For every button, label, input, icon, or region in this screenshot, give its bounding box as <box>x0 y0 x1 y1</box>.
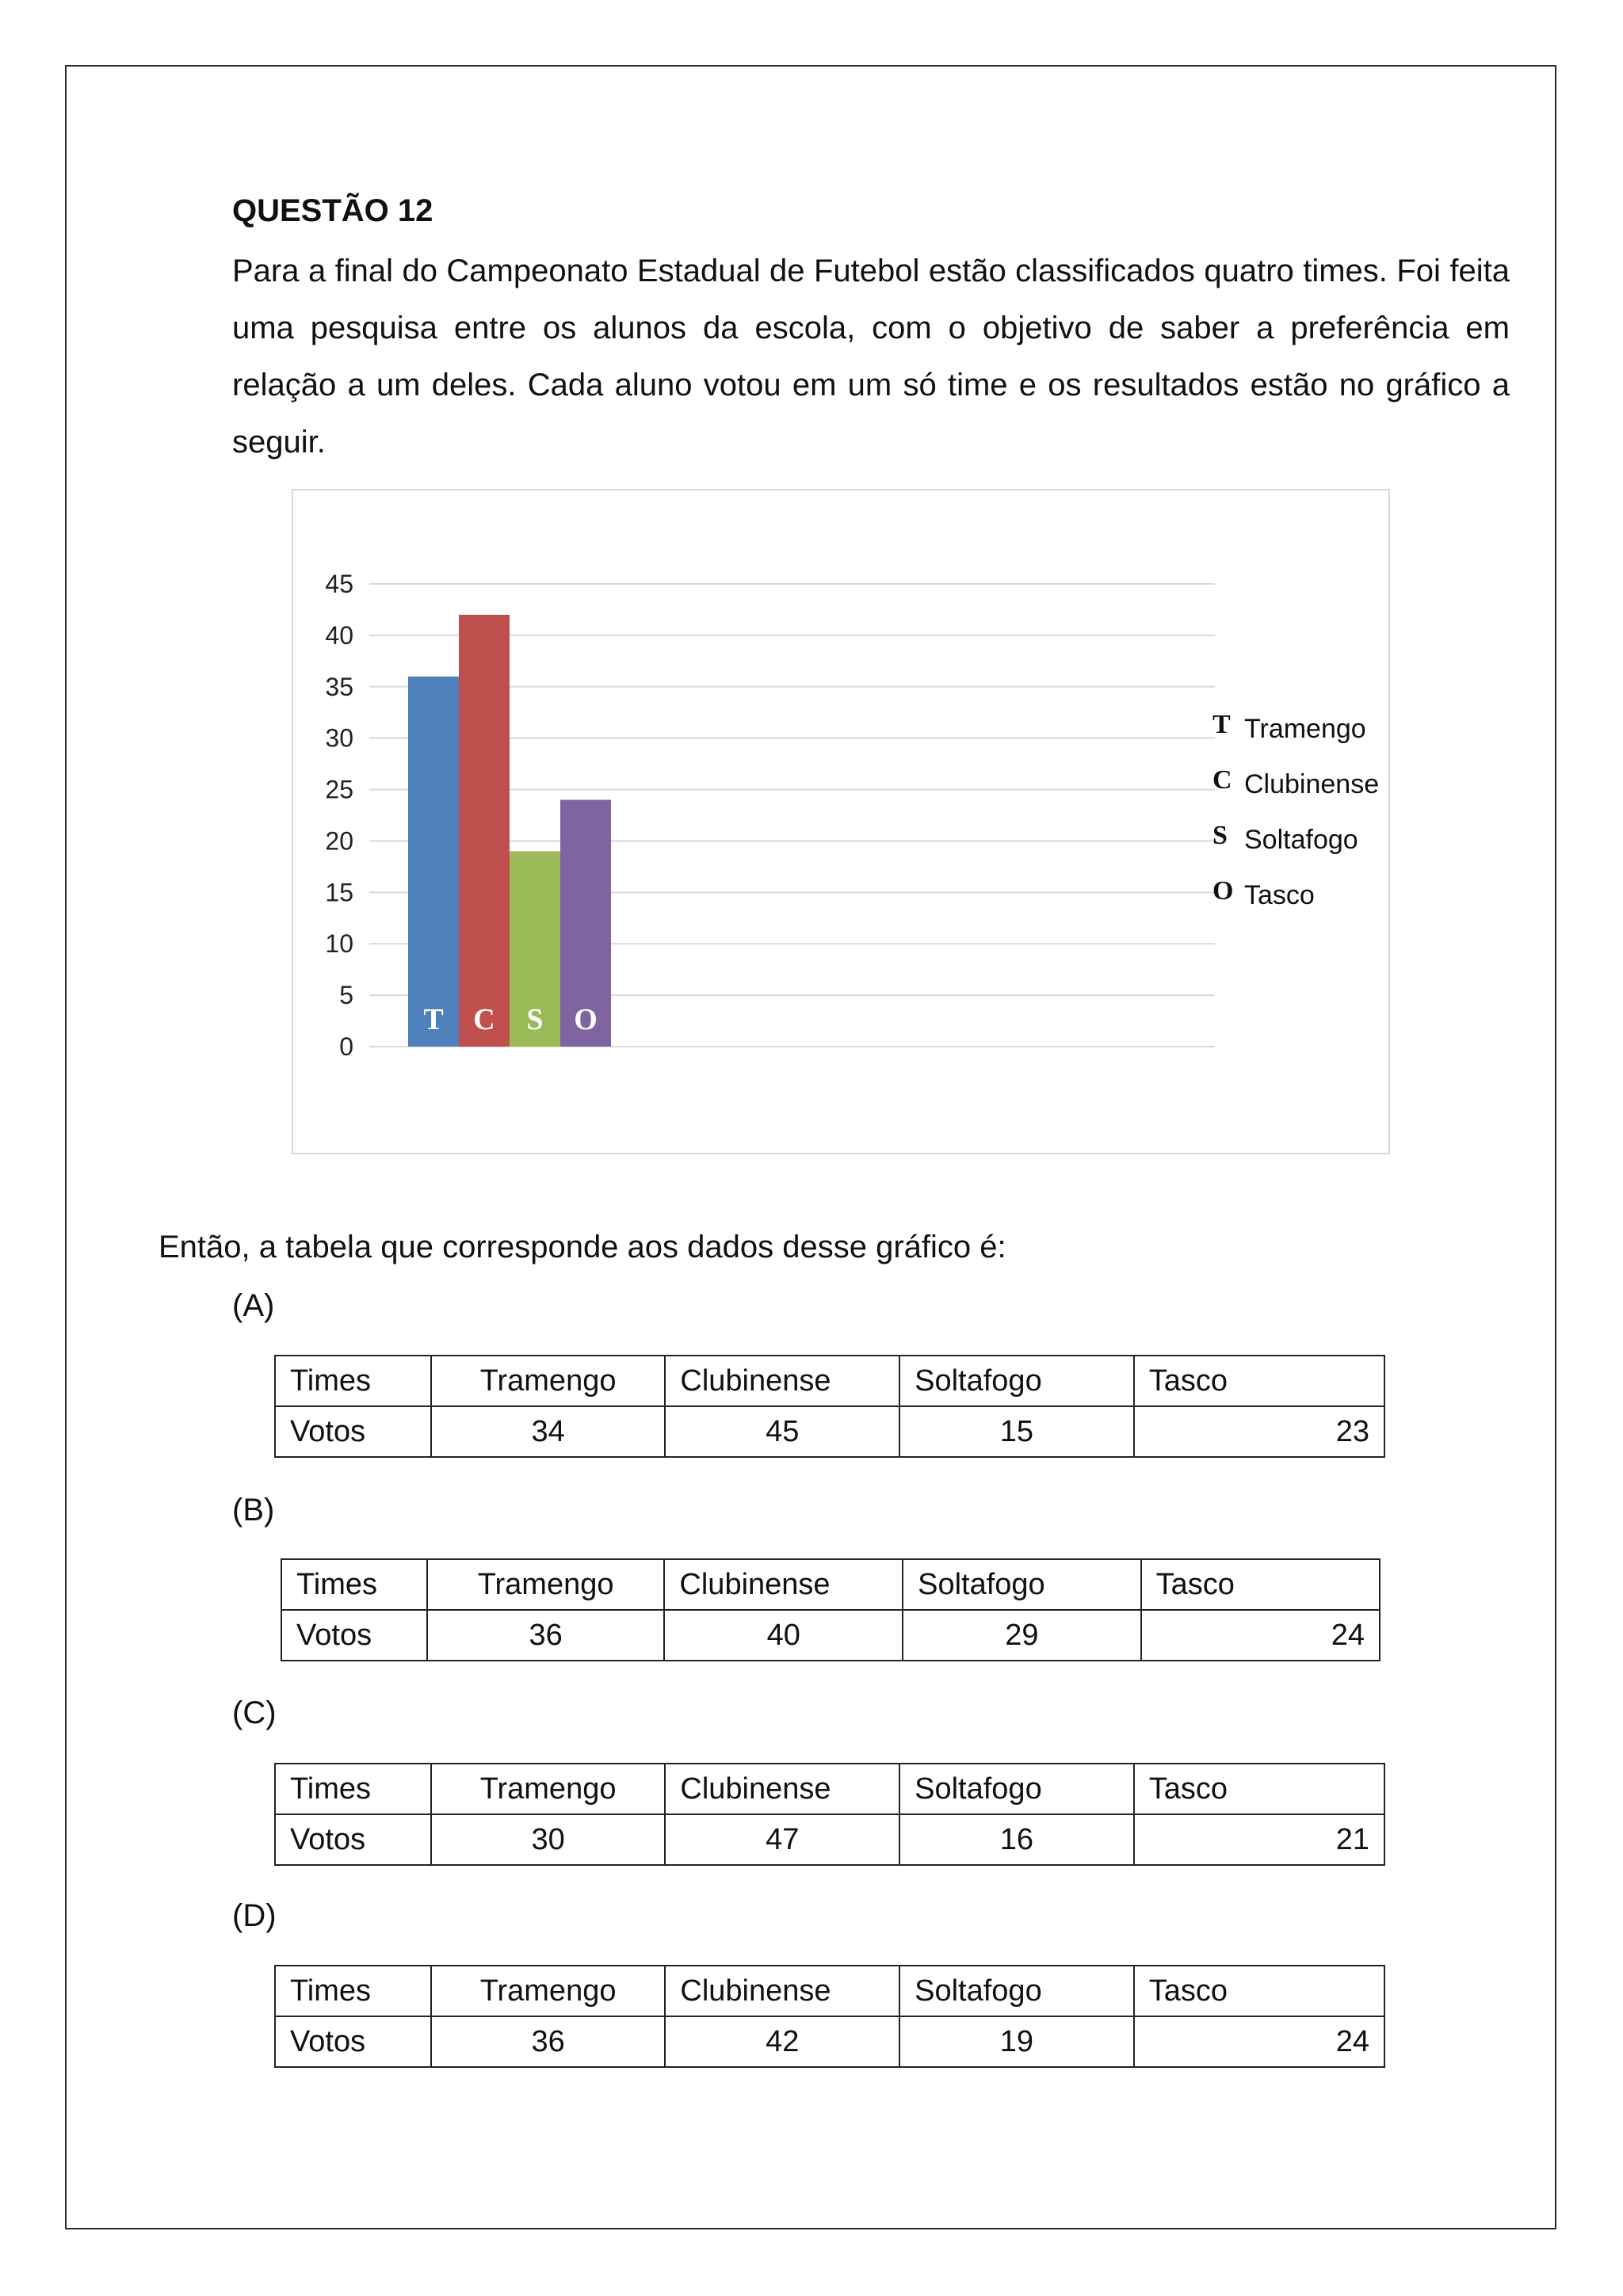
table-cell: 24 <box>1141 1610 1380 1661</box>
table-cell: 30 <box>431 1814 666 1865</box>
bar-letter-label: C <box>473 1003 495 1036</box>
y-tick-label: 25 <box>325 775 353 804</box>
legend-entry: Soltafogo <box>1244 825 1358 855</box>
table-cell: Tramengo <box>431 1764 666 1814</box>
y-tick-label: 0 <box>339 1032 353 1061</box>
table-cell: Soltafogo <box>899 1966 1134 2016</box>
table-cell: Tasco <box>1141 1559 1380 1610</box>
table-cell: Votos <box>281 1610 427 1661</box>
table-cell: Tasco <box>1134 1966 1384 2016</box>
y-tick-label: 20 <box>325 826 353 856</box>
table-cell: Votos <box>275 1814 431 1865</box>
table-cell: Votos <box>275 1406 431 1457</box>
bar-letter-label: O <box>574 1003 598 1036</box>
table-cell: Soltafogo <box>903 1559 1141 1610</box>
table-row <box>275 2016 1384 2067</box>
table-cell: Clubinense <box>664 1559 903 1610</box>
option-d-table <box>274 1965 1385 2068</box>
chart-svg <box>293 490 1392 1156</box>
table-cell: 24 <box>1134 2016 1384 2067</box>
question-title: QUESTÃO 12 <box>232 193 433 228</box>
table-cell: 36 <box>431 2016 666 2067</box>
table-cell: 34 <box>431 1406 666 1457</box>
bar-letter-label: S <box>526 1003 544 1036</box>
table-cell: 15 <box>899 1406 1134 1457</box>
table-cell: Tramengo <box>431 1966 666 2016</box>
option-a-table <box>274 1355 1385 1458</box>
bar-letter-label: T <box>423 1003 444 1036</box>
option-b-label: (B) <box>232 1493 275 1527</box>
bar-tramengo <box>408 677 459 1047</box>
option-c-label: (C) <box>232 1695 277 1730</box>
legend-entry: Tramengo <box>1244 714 1366 744</box>
table-row <box>275 1814 1384 1865</box>
legend-entry: Tasco <box>1244 880 1315 910</box>
table-header-row <box>275 1966 1384 2016</box>
table-cell: 36 <box>427 1610 665 1661</box>
table-cell: 21 <box>1134 1814 1384 1865</box>
table-cell: Clubinense <box>665 1764 899 1814</box>
table-row <box>281 1610 1380 1661</box>
answer-intro: Então, a tabela que corresponde aos dados desse gráfico é: <box>158 1230 1006 1264</box>
question-text: Para a final do Campeonato Estadual de Futebol estão classificados quatro times. Foi feita uma pesquisa entre os alunos da escola, com o objetivo de saber a preferência em relação a um deles. Cada aluno votou em um só time e os resultados estão no gráfico a seguir. <box>232 254 1510 460</box>
option-b-table <box>281 1558 1381 1661</box>
option-c-table <box>274 1763 1385 1866</box>
legend-letter: C <box>1212 765 1232 795</box>
y-tick-label: 40 <box>325 620 353 650</box>
y-tick-label: 10 <box>325 929 353 959</box>
legend-entry: Clubinense <box>1244 769 1380 799</box>
table-cell: Times <box>275 1764 431 1814</box>
bar-chart <box>292 489 1390 1154</box>
table-cell: 47 <box>665 1814 899 1865</box>
table-cell: Soltafogo <box>899 1356 1134 1406</box>
y-tick-label: 5 <box>339 981 353 1010</box>
y-tick-label: 30 <box>325 723 353 753</box>
table-cell: 40 <box>664 1610 903 1661</box>
legend-letter: O <box>1212 876 1234 906</box>
table-cell: 45 <box>665 1406 899 1457</box>
table-cell: Tramengo <box>427 1559 665 1610</box>
table-header-row <box>275 1764 1384 1814</box>
table-cell: 29 <box>903 1610 1141 1661</box>
table-cell: Tasco <box>1134 1356 1384 1406</box>
bar-clubinense <box>459 615 510 1047</box>
table-cell: 23 <box>1134 1406 1384 1457</box>
table-row <box>275 1406 1384 1457</box>
table-cell: 19 <box>899 2016 1134 2067</box>
table-header-row <box>275 1356 1384 1406</box>
table-header-row <box>281 1559 1380 1610</box>
legend-letter: T <box>1212 710 1231 739</box>
table-cell: Soltafogo <box>899 1764 1134 1814</box>
table-cell: 16 <box>899 1814 1134 1865</box>
y-tick-label: 15 <box>325 878 353 907</box>
table-cell: Clubinense <box>665 1966 899 2016</box>
table-cell: Tasco <box>1134 1764 1384 1814</box>
table-cell: Times <box>281 1559 427 1610</box>
table-cell: Tramengo <box>431 1356 666 1406</box>
table-cell: Times <box>275 1966 431 2016</box>
y-tick-label: 35 <box>325 672 353 701</box>
option-d-label: (D) <box>232 1898 277 1933</box>
option-a-label: (A) <box>232 1288 275 1323</box>
y-tick-label: 45 <box>325 570 353 598</box>
table-cell: Votos <box>275 2016 431 2067</box>
legend-letter: S <box>1212 821 1228 850</box>
table-cell: 42 <box>665 2016 899 2067</box>
table-cell: Times <box>275 1356 431 1406</box>
table-cell: Clubinense <box>665 1356 899 1406</box>
